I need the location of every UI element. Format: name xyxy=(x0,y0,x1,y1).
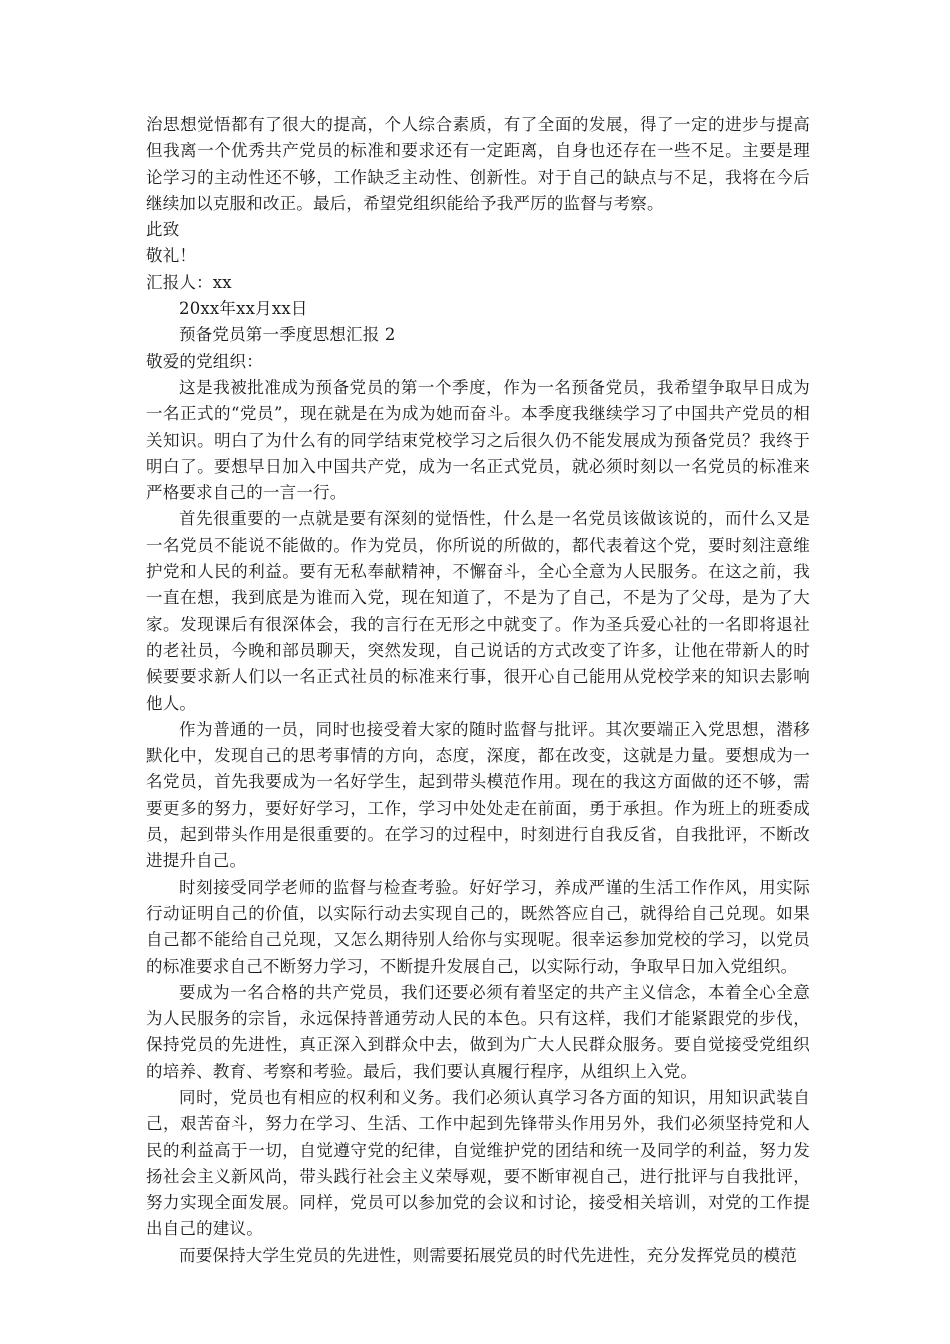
closing-cizhi: 此致 xyxy=(146,220,180,240)
body-paragraph: 同时，党员也有相应的权利和义务。我们必须认真学习各方面的知识，用知识武装自己，艰苦奋斗，努力在学习、生活、工作中起到先锋带头作用另外，我们必须坚持党和人民的利益高于一切，自觉遵守党的纪律，自觉维护党的团结和统一及同学的利益，努力发扬社会主义新风尚，带头践行社会主义荣辱观，要不断审视自己，进行批评与自我批评，努力实现全面发展。同样，党员可以参加党的会议和讨论，接受相关培训，对党的工作提出自己的建议。 xyxy=(146,1087,810,1239)
closing-jingli: 敬礼！ xyxy=(146,246,197,266)
opening-paragraph: 治思想觉悟都有了很大的提高，个人综合素质，有了全面的发展，得了一定的进步与提高但我离一个优秀共产党员的标准和要求还有一定距离，自身也还存在一些不足。主要是理论学习的主动性还不够，工作缺乏主动性、创新性。对于自己的缺点与不足，我将在今后继续加以克服和改正。最后，希望党组织能给予我严厉的监督与考察。 xyxy=(146,115,810,213)
salutation: 敬爱的党组织： xyxy=(146,351,263,371)
reporter-line: 汇报人：xx xyxy=(146,272,232,292)
body-paragraph: 作为普通的一员，同时也接受着大家的随时监督与批评。其次要端正入党思想，潜移默化中，发现自己的思考事情的方向，态度，深度，都在改变，这就是力量。要想成为一名党员，首先我要成为一名好学生，起到带头模范作用。现在的我这方面做的还不够，需要更多的努力，要好好学习，工作，学习中处处走在前面，勇于承担。作为班上的班委成员，起到带头作用是很重要的。在学习的过程中，时刻进行自我反省，自我批评，不断改进提升自己。 xyxy=(146,719,810,871)
body-paragraph: 首先很重要的一点就是要有深刻的觉悟性，什么是一名党员该做该说的，而什么又是一名党员不能说不能做的。作为党员，你所说的所做的，都代表着这个党，要时刻注意维护党和人民的利益。要有无私奉献精神，不懈奋斗，全心全意为人民服务。在这之前，我一直在想，我到底是为谁而入党，现在知道了，不是为了自己，不是为了父母，是为了大家。发现课后有很深体会，我的言行在无形之中就变了。作为圣兵爱心社的一名即将退社的老社员，今晚和部员聊天，突然发现，自己说话的方式改变了许多，让他在带新人的时候要要求新人们以一名正式社员的标准来行事，很开心自己能用从党校学来的知识去影响他人。 xyxy=(146,509,810,713)
body-paragraph: 要成为一名合格的共产党员，我们还要必须有着坚定的共产主义信念，本着全心全意为人民服务的宗旨，永远保持普通劳动人民的本色。只有这样，我们才能紧跟党的步伐，保持党员的先进性，真正深入到群众中去，做到为广大人民群众服务。要自觉接受党组织的培养、教育、考察和考验。最后，我们要认真履行程序，从组织上入党。 xyxy=(146,982,810,1081)
document-page xyxy=(146,112,810,1269)
body-paragraph: 这是我被批准成为预备党员的第一个季度，作为一名预备党员，我希望争取早日成为一名正式的“党员”，现在就是在为成为她而奋斗。本季度我继续学习了中国共产党员的相关知识。明白了为什么有的同学结束党校学习之后很久仍不能发展成为预备党员？我终于明白了。要想早日加入中国共产党，成为一名正式党员，就必须时刻以一名党员的标准来严格要求自己的一言一行。 xyxy=(146,377,810,503)
body-paragraph: 时刻接受同学老师的监督与检查考验。好好学习，养成严谨的生活工作作风，用实际行动证明自己的价值，以实际行动去实现自己的，既然答应自己，就得给自己兑现。如果自己都不能给自己兑现，又怎么期待别人给你与实现呢。很幸运参加党校的学习，以党员的标准要求自己不断努力学习，不断提升发展自己，以实际行动，争取早日加入党组织。 xyxy=(146,877,810,976)
report-subtitle: 预备党员第一季度思想汇报 2 xyxy=(179,325,396,345)
report-date: 20xx年xx月xx日 xyxy=(179,299,308,319)
body-paragraph: 而要保持大学生党员的先进性，则需要拓展党员的时代先进性，充分发挥党员的模范 xyxy=(179,1245,797,1265)
